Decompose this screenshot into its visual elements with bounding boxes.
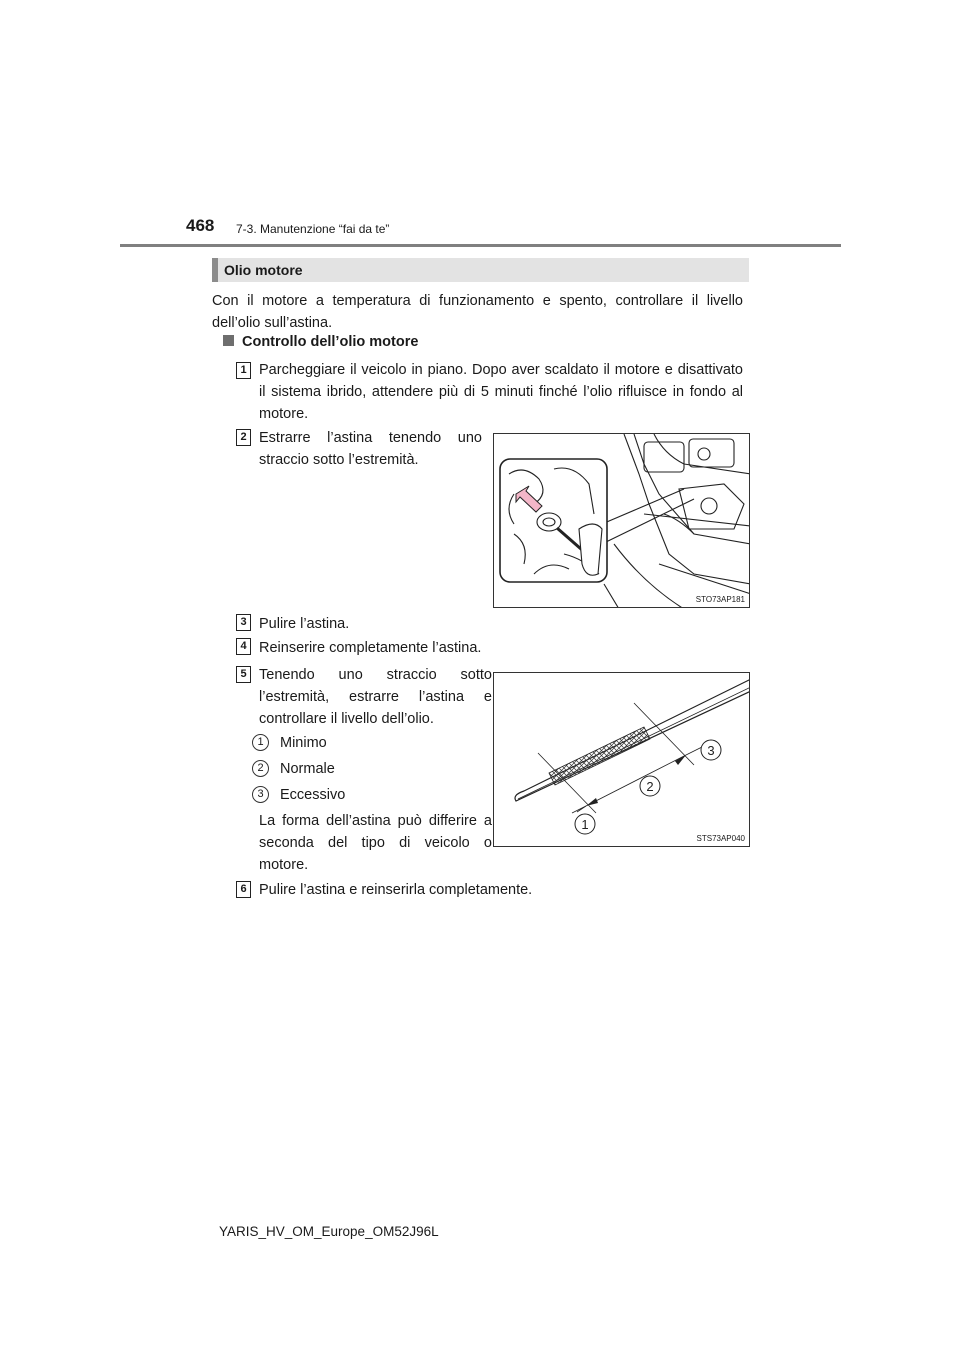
legend-label-2: Normale	[280, 761, 335, 777]
step-text-5: Tenendo uno straccio sotto l’estremità, estrarre l’astina e controllare il livello dell’olio.	[259, 667, 492, 727]
intro-paragraph: Con il motore a temperatura di funzionamento e spento, controllare il livello dell’olio sull’astina.	[212, 293, 743, 331]
step-text-1: Parcheggiare il veicolo in piano. Dopo aver scaldato il motore e disattivato il sistema ibrido, attendere più di 5 minuti finché l’olio rifluisce in fondo al motore.	[259, 362, 743, 422]
step-number-5: 5	[236, 666, 251, 683]
callout-3: 3	[707, 743, 715, 758]
step-text-2: Estrarre l’astina tenendo uno straccio sotto l’estremità.	[259, 430, 482, 468]
section-heading-bar	[212, 258, 749, 282]
dipstick-note: La forma dell’astina può differire a seconda del tipo di veicolo o motore.	[259, 813, 492, 873]
subheading	[223, 334, 418, 350]
dipstick-level-figure	[493, 672, 750, 847]
legend-label-3: Eccessivo	[280, 787, 346, 803]
engine-compartment-illustration	[494, 434, 750, 608]
step-text-4: Reinserire completamente l’astina.	[259, 640, 482, 656]
figure-code: STO73AP181	[695, 595, 745, 604]
callout-1: 1	[581, 817, 589, 832]
step-text-6: Pulire l’astina e reinserirla completamente.	[259, 882, 533, 898]
page-number: 468	[186, 216, 215, 235]
step-text-3: Pulire l’astina.	[259, 616, 350, 632]
section-title: Olio motore	[224, 262, 303, 278]
legend-marker-3: 3	[252, 786, 269, 803]
step-number-1: 1	[236, 362, 251, 379]
subheading-text: Controllo dell’olio motore	[242, 334, 419, 350]
legend-marker-2: 2	[252, 760, 269, 777]
step-number-2: 2	[236, 429, 251, 446]
header-divider	[120, 244, 841, 247]
chapter-title: 7-3. Manutenzione “fai da te”	[236, 222, 390, 236]
callout-2: 2	[646, 779, 654, 794]
step-number-3: 3	[236, 614, 251, 631]
section-accent	[212, 258, 218, 282]
legend-marker-1: 1	[252, 734, 269, 751]
step-number-4: 4	[236, 638, 251, 655]
figure-code: STS73AP040	[696, 834, 745, 843]
legend-label-1: Minimo	[280, 735, 327, 751]
step-number-6: 6	[236, 881, 251, 898]
engine-dipstick-figure	[493, 433, 750, 608]
square-bullet-icon	[223, 335, 234, 346]
document-footer: YARIS_HV_OM_Europe_OM52J96L	[219, 1224, 439, 1239]
dipstick-illustration	[494, 673, 750, 847]
